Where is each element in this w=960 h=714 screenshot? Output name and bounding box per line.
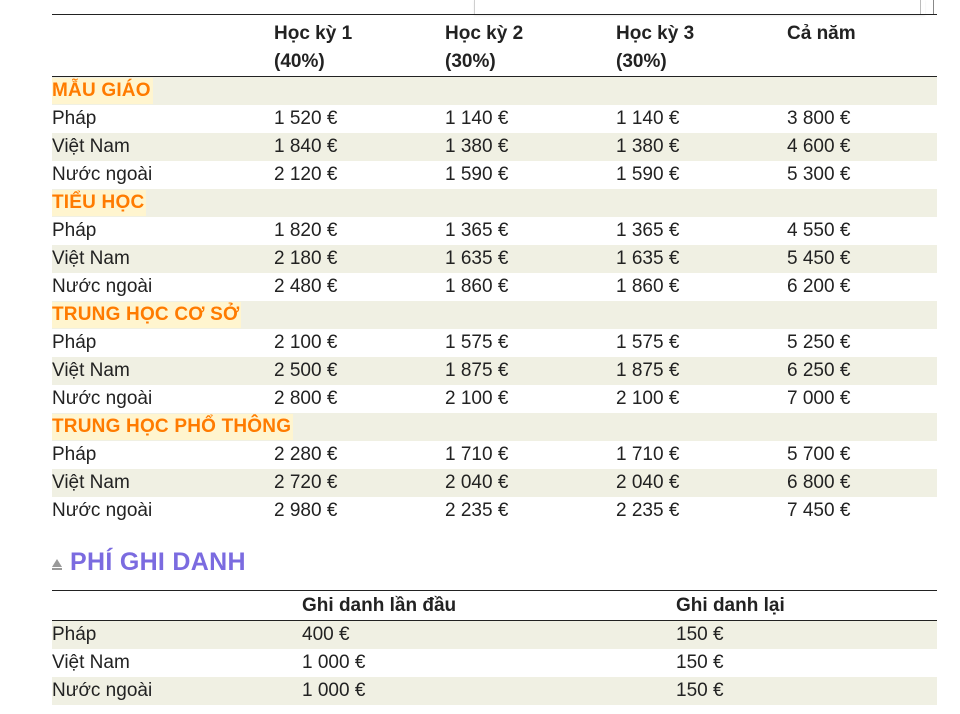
overlay-popup-edge [474, 0, 925, 15]
registration-heading-text: PHÍ GHI DANH [70, 547, 246, 576]
table-row [52, 273, 937, 301]
fee-cell: 1 140 € [445, 107, 509, 129]
fee-cell: 1 710 € [616, 443, 680, 465]
fee-cell: 2 100 € [445, 387, 509, 409]
fee-cell: 1 635 € [616, 247, 680, 269]
fee-cell: 2 800 € [274, 387, 338, 409]
fee-cell: 5 300 € [787, 163, 851, 185]
table-row [52, 677, 937, 705]
window-edge [933, 0, 934, 14]
header-semester-1: Học kỳ 1 (40%) [274, 23, 353, 72]
fee-cell: 5 250 € [787, 331, 851, 353]
header-first-registration: Ghi danh lần đầu [302, 594, 457, 616]
table-row [52, 133, 937, 161]
fee-cell: 1 365 € [616, 219, 680, 241]
section-title: MẪU GIÁO [52, 78, 153, 104]
header-empty [52, 591, 302, 621]
table-row [52, 621, 937, 649]
fee-cell: 2 180 € [274, 247, 338, 269]
fee-cell: 1 140 € [616, 107, 680, 129]
table-row [52, 357, 937, 385]
section-cell [52, 189, 937, 217]
header-empty [52, 15, 274, 77]
fee-cell: 2 980 € [274, 499, 338, 521]
header-semester-2: Học kỳ 2 (30%) [445, 23, 524, 72]
fee-cell: 2 500 € [274, 359, 338, 381]
fee-cell: 6 250 € [787, 359, 851, 381]
registration-fees-body [52, 621, 937, 705]
section-cell [52, 301, 937, 329]
table-row [52, 105, 937, 133]
row-label: Pháp [52, 219, 97, 241]
tuition-fees-table [52, 14, 937, 525]
section-cell [52, 413, 937, 441]
fee-cell: 7 000 € [787, 387, 851, 409]
fee-cell: 150 € [676, 679, 724, 701]
row-label: Nước ngoài [52, 499, 153, 521]
table-row [52, 329, 937, 357]
fee-cell: 1 840 € [274, 135, 338, 157]
section-cell [52, 77, 937, 105]
fee-cell: 3 800 € [787, 107, 851, 129]
fee-cell: 1 520 € [274, 107, 338, 129]
table-row [52, 649, 937, 677]
section-row-trung-hoc-co-so [52, 301, 937, 329]
table-row [52, 245, 937, 273]
fee-cell: 1 380 € [445, 135, 509, 157]
row-label: Pháp [52, 443, 97, 465]
fee-cell: 150 € [676, 651, 724, 673]
section-title: TRUNG HỌC PHỔ THÔNG [52, 414, 293, 440]
row-label: Pháp [52, 623, 97, 645]
section-title: TRUNG HỌC CƠ SỞ [52, 302, 241, 328]
row-label: Việt Nam [52, 471, 130, 493]
fee-cell: 2 235 € [616, 499, 680, 521]
fee-cell: 4 600 € [787, 135, 851, 157]
table-row [52, 385, 937, 413]
row-label: Việt Nam [52, 247, 130, 269]
fee-cell: 400 € [302, 623, 350, 645]
table-row [52, 441, 937, 469]
row-label: Nước ngoài [52, 163, 153, 185]
row-label: Pháp [52, 331, 97, 353]
row-label: Việt Nam [52, 135, 130, 157]
fee-cell: 1 575 € [616, 331, 680, 353]
fee-cell: 1 380 € [616, 135, 680, 157]
tuition-fees-body [52, 77, 937, 525]
registration-fee-heading[interactable] [52, 546, 246, 578]
table-header-row [52, 591, 937, 621]
fee-cell: 1 860 € [445, 275, 509, 297]
header-full-year: Cả năm [787, 23, 856, 44]
fee-cell: 5 450 € [787, 247, 851, 269]
fee-cell: 1 710 € [445, 443, 509, 465]
table-row [52, 469, 937, 497]
fee-cell: 2 280 € [274, 443, 338, 465]
row-label: Nước ngoài [52, 679, 153, 701]
fee-cell: 2 720 € [274, 471, 338, 493]
fee-cell: 150 € [676, 623, 724, 645]
section-row-tieu-hoc [52, 189, 937, 217]
registration-fees-table [52, 590, 937, 705]
fee-cell: 1 000 € [302, 679, 366, 701]
fee-cell: 1 590 € [616, 163, 680, 185]
header-re-registration: Ghi danh lại [676, 594, 785, 616]
fee-cell: 2 100 € [616, 387, 680, 409]
fee-cell: 1 860 € [616, 275, 680, 297]
fee-cell: 4 550 € [787, 219, 851, 241]
fee-cell: 2 235 € [445, 499, 509, 521]
header-semester-3: Học kỳ 3 (30%) [616, 23, 695, 72]
fee-cell: 1 000 € [302, 651, 366, 673]
fee-cell: 2 480 € [274, 275, 338, 297]
fee-cell: 7 450 € [787, 499, 851, 521]
fee-cell: 2 120 € [274, 163, 338, 185]
section-title: TIỂU HỌC [52, 190, 146, 216]
fee-cell: 2 040 € [445, 471, 509, 493]
fee-cell: 2 100 € [274, 331, 338, 353]
row-label: Nước ngoài [52, 387, 153, 409]
fee-cell: 1 875 € [445, 359, 509, 381]
row-label: Nước ngoài [52, 275, 153, 297]
table-row [52, 217, 937, 245]
row-label: Việt Nam [52, 359, 130, 381]
row-label: Việt Nam [52, 651, 130, 673]
table-row [52, 161, 937, 189]
fee-cell: 6 800 € [787, 471, 851, 493]
section-row-mau-giao [52, 77, 937, 105]
fee-cell: 1 365 € [445, 219, 509, 241]
fee-cell: 6 200 € [787, 275, 851, 297]
table-row [52, 497, 937, 525]
row-label: Pháp [52, 107, 97, 129]
fee-cell: 1 875 € [616, 359, 680, 381]
fee-cell: 2 040 € [616, 471, 680, 493]
overlay-scrollbar[interactable] [920, 0, 927, 14]
table-header-row [52, 15, 937, 77]
section-row-trung-hoc-pho-thong [52, 413, 937, 441]
collapse-triangle-icon[interactable] [52, 559, 62, 567]
fee-cell: 1 635 € [445, 247, 509, 269]
fee-cell: 5 700 € [787, 443, 851, 465]
fee-cell: 1 820 € [274, 219, 338, 241]
fee-cell: 1 590 € [445, 163, 509, 185]
fee-cell: 1 575 € [445, 331, 509, 353]
